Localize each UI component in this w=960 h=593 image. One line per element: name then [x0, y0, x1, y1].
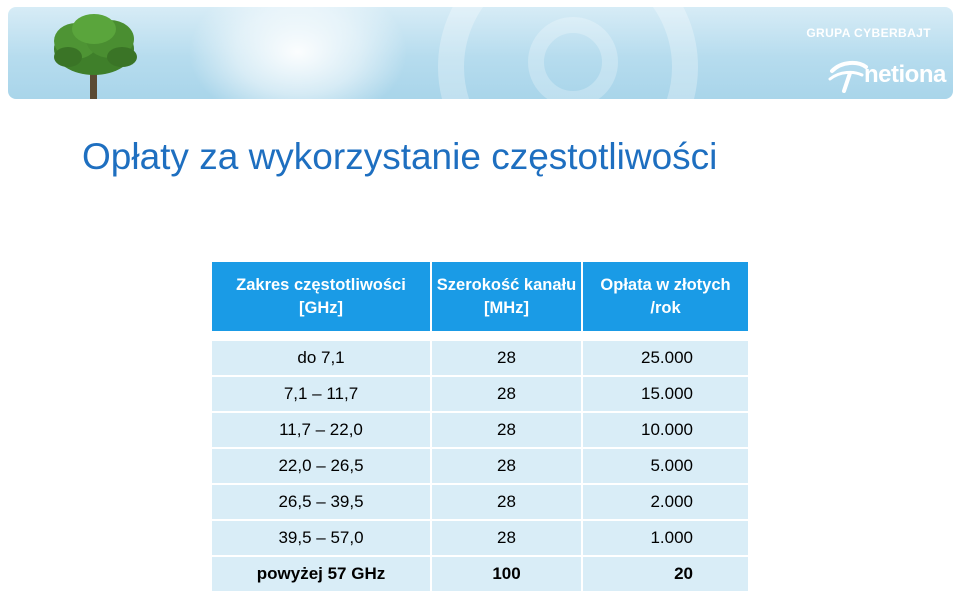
logo-text: netiona: [864, 61, 946, 88]
header-banner: [8, 7, 953, 99]
cell-annual-fee: 5.000: [582, 448, 748, 484]
table-row: [212, 376, 748, 412]
table-spacer: [212, 331, 748, 341]
netiona-logo: [828, 55, 948, 95]
page-title: Opłaty za wykorzystanie częstotliwości: [82, 136, 718, 177]
cell-frequency-range: 11,7 – 22,0: [212, 412, 431, 448]
cell-channel-width: 28: [431, 376, 582, 412]
cell-channel-width: 28: [431, 412, 582, 448]
table-row: [212, 341, 748, 376]
cell-annual-fee: 2.000: [582, 484, 748, 520]
table-row: [212, 520, 748, 556]
cell-channel-width: 100: [431, 556, 582, 592]
fees-table: [212, 262, 748, 593]
header-frequency-range: Zakres częstotliwości [GHz]: [212, 262, 431, 331]
cell-channel-width: 28: [431, 484, 582, 520]
group-label: GRUPA CYBERBAJT: [806, 26, 931, 40]
logo-mark-icon: [828, 57, 868, 93]
cell-annual-fee: 10.000: [582, 412, 748, 448]
cell-annual-fee: 1.000: [582, 520, 748, 556]
table-row: [212, 412, 748, 448]
table-row: [212, 448, 748, 484]
table-row: [212, 484, 748, 520]
banner-glow: [188, 7, 408, 99]
table-row: [212, 556, 748, 592]
cell-frequency-range: 39,5 – 57,0: [212, 520, 431, 556]
cell-channel-width: 28: [431, 520, 582, 556]
cell-annual-fee: 15.000: [582, 376, 748, 412]
cell-annual-fee: 20: [582, 556, 748, 592]
banner-swirl-small: [528, 17, 618, 99]
header-channel-width: Szerokość kanału [MHz]: [431, 262, 582, 331]
cell-frequency-range: 7,1 – 11,7: [212, 376, 431, 412]
cell-annual-fee: 25.000: [582, 341, 748, 376]
tree-icon: [40, 11, 150, 99]
table-header-row: [212, 262, 748, 331]
header-annual-fee: Opłata w złotych /rok: [582, 262, 748, 331]
cell-frequency-range: do 7,1: [212, 341, 431, 376]
cell-frequency-range: 26,5 – 39,5: [212, 484, 431, 520]
cell-channel-width: 28: [431, 448, 582, 484]
cell-channel-width: 28: [431, 341, 582, 376]
cell-frequency-range: 22,0 – 26,5: [212, 448, 431, 484]
cell-frequency-range: powyżej 57 GHz: [212, 556, 431, 592]
